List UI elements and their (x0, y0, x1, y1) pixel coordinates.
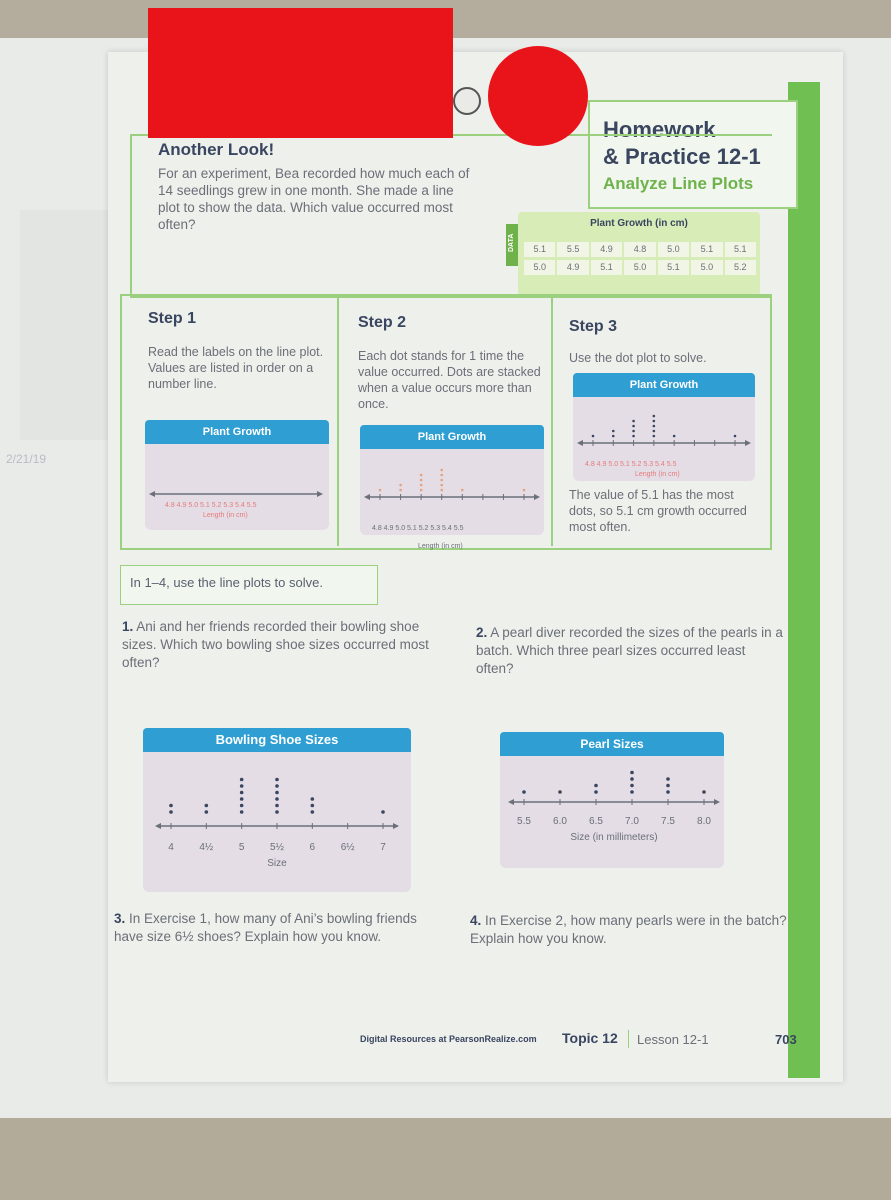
arrow-right-icon (317, 491, 323, 497)
data-dot (275, 778, 279, 782)
data-dot (632, 420, 635, 423)
tick-label: 6 (309, 842, 316, 853)
data-dot (311, 804, 315, 808)
data-dot (632, 425, 635, 428)
question-3 (114, 910, 444, 946)
table-cell: 5.1 (691, 242, 722, 257)
question-number: 2. (476, 625, 488, 640)
data-dot (666, 777, 670, 781)
date-mark: 2/21/19 (6, 452, 47, 466)
arrow-right-icon (745, 440, 751, 446)
data-dot (440, 479, 443, 482)
data-dot (673, 435, 676, 438)
bowling-plot-svg (143, 752, 411, 892)
data-dot (594, 790, 598, 794)
table-title: Plant Growth (in cm) (590, 218, 688, 229)
question-text: In Exercise 1, how many of Ani’s bowling friends have size 6½ shoes? Explain how you know. (114, 911, 417, 944)
arrow-right-icon (534, 494, 540, 500)
data-dot (240, 804, 244, 808)
table-cell: 5.2 (725, 260, 756, 275)
arrow-left-icon (577, 440, 583, 446)
data-dot (440, 469, 443, 472)
circle-icon (453, 87, 481, 115)
footer-topic: Topic 12 (562, 1030, 618, 1046)
x-axis-label: Size (267, 858, 287, 869)
question-number: 1. (122, 619, 134, 634)
arrow-left-icon (364, 494, 370, 500)
question-4 (470, 912, 800, 948)
data-dot (275, 797, 279, 801)
data-dot (612, 430, 615, 433)
data-dot (240, 778, 244, 782)
question-text: In Exercise 2, how many pearls were in the batch? Explain how you know. (470, 913, 787, 946)
redaction-circle (488, 46, 588, 146)
footer-lesson: Lesson 12-1 (637, 1032, 709, 1047)
data-dot (523, 489, 526, 492)
data-dot (379, 489, 382, 492)
footer-resources: Digital Resources at PearsonRealize.com (360, 1034, 537, 1044)
data-tab-label: DATA (508, 233, 515, 252)
data-dot (630, 771, 634, 775)
table-cell: 5.1 (725, 242, 756, 257)
tick-label: 7.0 (625, 816, 639, 827)
data-dot (240, 791, 244, 795)
step-1-text: Read the labels on the line plot. Values are listed in order on a number line. (148, 345, 324, 391)
tick-label: 7 (380, 842, 386, 853)
title-line-2: & Practice 12-1 (603, 144, 761, 169)
data-dot (632, 430, 635, 433)
data-dot (240, 784, 244, 788)
data-dot (653, 425, 656, 428)
data-dot (594, 784, 598, 788)
plot-title: Plant Growth (360, 425, 544, 449)
tick-label: 4½ (199, 842, 214, 853)
data-dot (311, 797, 315, 801)
chart-title: Bowling Shoe Sizes (143, 728, 411, 752)
plot-title: Plant Growth (145, 420, 329, 444)
step-2-title: Step 2 (358, 314, 407, 331)
data-dot (702, 790, 706, 794)
data-dot (630, 784, 634, 788)
step-3-text: Use the dot plot to solve. (569, 351, 707, 365)
tick-labels: 4.8 4.9 5.0 5.1 5.2 5.3 5.4 5.5 (165, 502, 257, 509)
tick-labels: 4.8 4.9 5.0 5.1 5.2 5.3 5.4 5.5 (372, 525, 464, 532)
tick-label: 4 (168, 842, 174, 853)
data-dot (630, 790, 634, 794)
data-dot (275, 791, 279, 795)
step-3-answer: The value of 5.1 has the most dots, so 5.1 cm growth occurred most often. (569, 488, 747, 534)
table-cell: 4.9 (557, 260, 588, 275)
arrow-left-icon (149, 491, 155, 497)
step-divider (551, 296, 553, 546)
tick-label: 5½ (270, 842, 284, 853)
data-dot (653, 420, 656, 423)
plot-title: Plant Growth (573, 373, 755, 397)
step-2-text: Each dot stands for 1 time the value occurred. Dots are stacked when a value occurs more than once. (358, 349, 541, 411)
data-dot (240, 797, 244, 801)
bowling-chart (143, 728, 411, 892)
another-look-title: Another Look! (158, 140, 275, 159)
x-axis-label: Length (in cm) (418, 543, 463, 550)
lesson-subtitle: Analyze Line Plots (603, 174, 754, 193)
table-cell: 5.0 (691, 260, 722, 275)
pearl-chart (500, 732, 724, 868)
table-row (524, 242, 756, 257)
data-dot (275, 804, 279, 808)
data-dot (275, 810, 279, 814)
data-dot (311, 810, 315, 814)
data-dot (666, 784, 670, 788)
pearl-plot-svg (500, 756, 724, 868)
footer-separator (628, 1030, 629, 1048)
title-line-1: Homework (603, 117, 716, 142)
data-dot (653, 435, 656, 438)
arrow-right-icon (393, 823, 399, 829)
question-1 (122, 618, 432, 672)
x-axis-label: Length (in cm) (635, 471, 680, 478)
page-number: 703 (775, 1032, 797, 1047)
arrow-left-icon (508, 799, 514, 805)
step-2-plot (360, 425, 544, 550)
table-cell: 5.0 (624, 260, 655, 275)
step-3-title: Step 3 (569, 318, 618, 335)
table-cell: 5.1 (658, 260, 689, 275)
data-dot (205, 804, 209, 808)
table-cell: 4.9 (591, 242, 622, 257)
data-dot (461, 489, 464, 492)
data-dot (399, 489, 402, 492)
table-cell: 5.1 (591, 260, 622, 275)
x-axis-label: Length (in cm) (203, 512, 248, 519)
data-dot (734, 435, 737, 438)
table-cell: 4.8 (624, 242, 655, 257)
step-divider (337, 296, 339, 546)
step-1-title: Step 1 (148, 310, 197, 327)
another-look-text: For an experiment, Bea recorded how much each of 14 seedlings grew in one month. She made a line plot to show the data. Which value occurred most often? (158, 166, 470, 232)
tick-label: 8.0 (697, 816, 711, 827)
table-cell: 5.0 (658, 242, 689, 257)
data-dot (522, 790, 526, 794)
left-page-edge (20, 210, 110, 440)
data-dot (169, 810, 173, 814)
tick-label: 6.5 (589, 816, 603, 827)
data-dot (592, 435, 595, 438)
data-dot (630, 777, 634, 781)
data-dot (205, 810, 209, 814)
chart-title: Pearl Sizes (500, 732, 724, 756)
step-3-plot (573, 373, 755, 481)
tick-label: 5.5 (517, 816, 531, 827)
question-2 (476, 624, 786, 678)
tick-label: 7.5 (661, 816, 675, 827)
data-dot (169, 804, 173, 808)
tick-label: 6½ (340, 842, 355, 853)
data-dot (632, 435, 635, 438)
data-dot (420, 484, 423, 487)
tick-label: 5 (238, 842, 245, 853)
data-dot (240, 810, 244, 814)
table-cell: 5.5 (557, 242, 588, 257)
table-cell: 5.1 (524, 242, 555, 257)
data-dot (653, 430, 656, 433)
background-carpet-bottom (0, 1118, 891, 1200)
data-dot (612, 435, 615, 438)
redaction-bar (148, 8, 453, 138)
question-number: 4. (470, 913, 482, 928)
arrow-right-icon (714, 799, 720, 805)
data-dot (420, 474, 423, 477)
table-body (524, 242, 756, 278)
data-dot (558, 790, 562, 794)
data-dot (420, 489, 423, 492)
line-plot-svg (360, 449, 544, 535)
data-dot (440, 474, 443, 477)
line-plot-svg (573, 397, 755, 481)
tick-label: 6.0 (553, 816, 567, 827)
question-text: A pearl diver recorded the sizes of the pearls in a batch. Which three pearl sizes occurred least often? (476, 625, 783, 676)
step-1-plot (145, 420, 329, 530)
arrow-left-icon (155, 823, 161, 829)
question-text: Ani and her friends recorded their bowling shoe sizes. Which two bowling shoe sizes occurred most often? (122, 619, 429, 670)
data-dot (399, 484, 402, 487)
question-number: 3. (114, 911, 126, 926)
data-dot (420, 479, 423, 482)
data-dot (440, 484, 443, 487)
data-dot (653, 415, 656, 418)
tick-labels: 4.8 4.9 5.0 5.1 5.2 5.3 5.4 5.5 (585, 461, 677, 468)
table-row (524, 260, 756, 275)
data-dot (381, 810, 385, 814)
table-cell: 5.0 (524, 260, 555, 275)
instructions-text: In 1–4, use the line plots to solve. (130, 575, 323, 590)
data-dot (666, 790, 670, 794)
x-axis-label: Size (in millimeters) (570, 832, 658, 843)
data-dot (440, 489, 443, 492)
data-dot (275, 784, 279, 788)
